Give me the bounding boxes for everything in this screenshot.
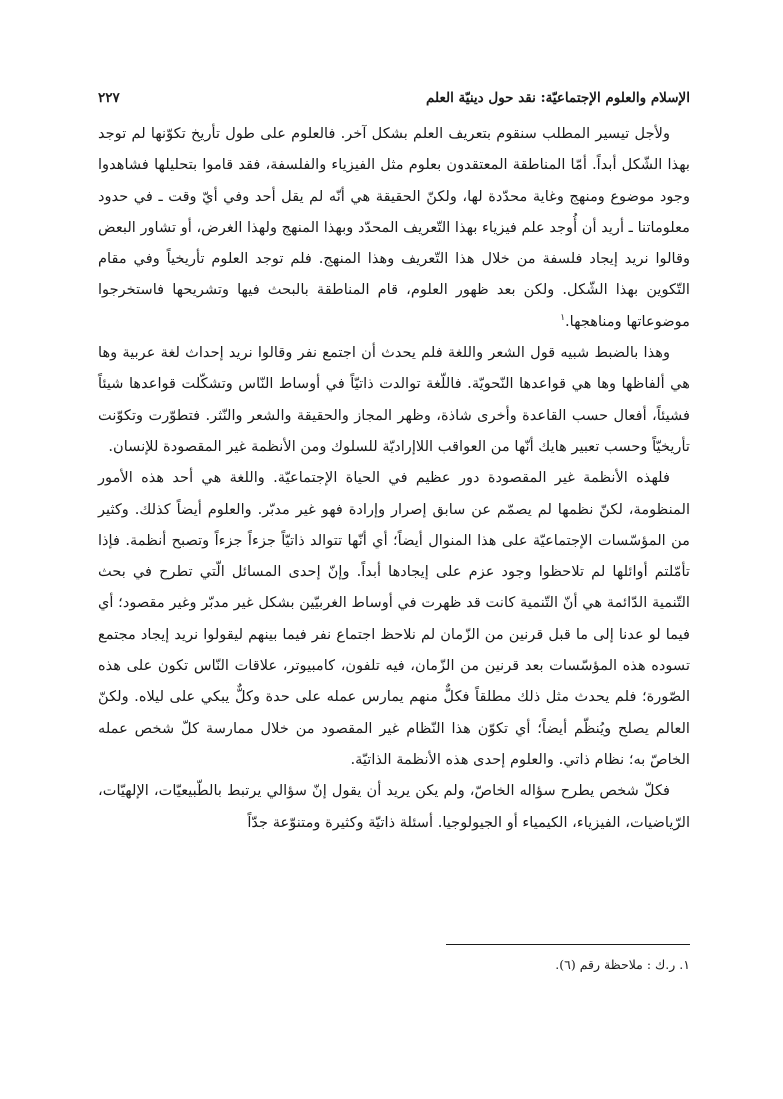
- footnote-divider: [446, 944, 690, 945]
- footnote-reference: ١: [560, 312, 566, 323]
- paragraph-text: ولأجل تيسير المطلب سنقوم بتعريف العلم بشكل آخر. فالعلوم على طول تأريخ تكوّنها لم توجد بهذا الشّكل أبداً. أمّا المناطقة المعتقدون بعلوم مثل الفيزياء والفلسفة، فقد قاموا بتحليلها فشاهدوا وجود موضوع ومنهج وغاية محدّدة لها، ولكنّ الحقيقة هي أنّه لم يقل أحد وفي أيّ وقت ـ في حدود معلوماتنا ـ أريد أن أُوجد علم فيزياء بهذا التّعريف المحدّد وبهذا المنهج ولهذا الغرض، أو تشاور البعض وقالوا نريد إيجاد فلسفة من خلال هذا التّعريف وهذا المنهج. فلم توجد العلوم تأريخياً وفي مقام التّكوين بهذا الشّكل. ولكن بعد ظهور العلوم، قام المناطقة بالبحث فيها وتشريحها فاستخرجوا موضوعاتها ومناهجها.: [98, 125, 690, 330]
- header-title: الإسلام والعلوم الإجتماعيّة: نقد حول دينيّة العلم: [426, 90, 690, 106]
- paragraph: فلهذه الأنظمة غير المقصودة دور عظيم في الحياة الإجتماعيّة. واللغة هي أحد هذه الأمور المنظومة، لكنّ نظمها لم يصمّم عن سابق إصرار وإرادة فهو غير مدبّر. والعلوم أيضاً كذلك. وكثير من المؤسّسات الإجتماعيّة على هذا المنوال أيضاً؛ أي أنّها تتوالد ذاتيّاً جزءاً جزءاً وتصبح أنظمة. فإذا تأمّلتم أوائلها لم تلاحظوا وجود عزم على إيجادها أبداً. وإنّ إحدى المسائل الّتي تطرح في بحث التّنمية الدّائمة هي أنّ التّنمية كانت قد ظهرت في أوساط الغربيّين بشكل غير مدبّر وغير مقصود؛ أي فيما لو عدنا إلى ما قبل قرنين من الزّمان لم نلاحظ اجتماع نفر فيما بينهم ليقولوا نريد إيجاد مجتمع تسوده هذه المؤسّسات بعد قرنين من الزّمان، فيه تلفون، كامبيوتر، علاقات النّاس تكون على هذه الصّورة؛ فلم يحدث مثل ذلك مطلقاً فكلٌّ منهم يمارس عمله على حدة وكلٌّ يبكي على ليلاه. ولكنّ العالم يصلح ويُنظّم أيضاً؛ أي تكوّن هذا النّظام غير المقصود من خلال ممارسة كلّ شخص عمله الخاصّ به؛ نظام ذاتي. والعلوم إحدى هذه الأنظمة الذاتيّة.: [98, 469, 690, 768]
- paragraph: وهذا بالضبط شبيه قول الشعر واللغة فلم يحدث أن اجتمع نفر وقالوا نريد إحداث لغة عربية وها هي ألفاظها وها هي قواعدها النّحويّة. فاللّغة توالدت ذاتيّاً في أوساط النّاس وتشكّلت قواعدها شيئاً فشيئاً، أفعال حسب القاعدة وأخرى شاذة، وظهر المجاز والحقيقة والشعر والنّثر. فتطوّرت وتكوّنت تأريخيّاً وحسب تعبير هايك أنّها من العواقب اللاإراديّة للسلوك ومن الأنظمة غير المقصودة للإنسان.: [98, 344, 690, 455]
- running-header: [98, 90, 690, 112]
- book-page: [98, 0, 690, 1099]
- page-number: ٢٢٧: [98, 90, 120, 106]
- paragraph: [98, 118, 690, 337]
- footnote: ١. ر.ك : ملاحظة رقم (٦).: [555, 957, 690, 972]
- body-text: [98, 118, 690, 838]
- paragraph: فكلّ شخص يطرح سؤاله الخاصّ، ولم يكن يريد أن يقول إنّ سؤالي يرتبط بالطّبيعيّات، الإلهيّات، الرّياضيات، الفيزياء، الكيمياء أو الجيولوجيا. أسئلة ذاتيّة وكثيرة ومتنوّعة جدّاً: [98, 782, 690, 831]
